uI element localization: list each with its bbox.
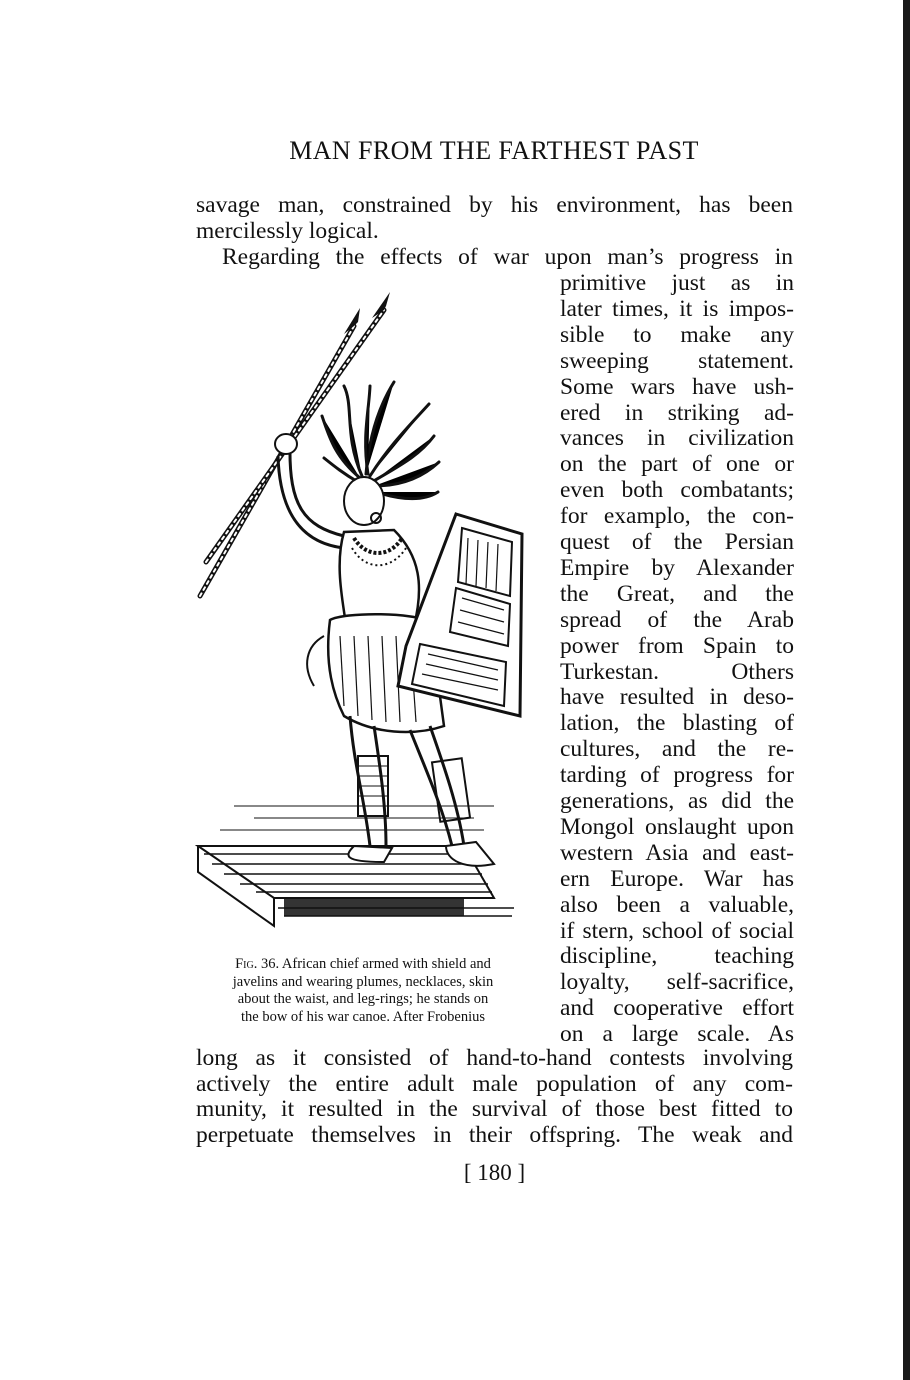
caption-line-1: African chief armed with shield and — [281, 956, 491, 972]
text-line: western Asia and east- — [560, 839, 794, 866]
figure-caption — [198, 956, 528, 1026]
african-chief-drawing — [194, 286, 530, 950]
text-line: on the part of one or — [560, 451, 794, 478]
text-line: ered in striking ad- — [560, 399, 794, 426]
text-line: if stern, school of social — [560, 917, 794, 944]
figure-illustration — [194, 286, 530, 950]
caption-line-4: the bow of his war canoe. After Frobenius — [240, 1008, 486, 1025]
text-line: ern Europe. War has — [560, 865, 794, 892]
running-head: MAN FROM THE FARTHEST PAST — [289, 136, 699, 165]
text-line: Regarding the effects of war upon man’s progress in — [222, 244, 793, 270]
text-line: generations, as did the — [560, 788, 794, 814]
text-line: discipline, teaching — [560, 943, 794, 970]
text-line: have resulted in deso- — [560, 684, 794, 711]
caption-line-2: javelins and wearing plumes, necklaces, skin — [232, 973, 494, 990]
text-line: the Great, and the — [560, 580, 794, 607]
page-edge — [903, 0, 910, 1380]
text-line: lation, the blasting of — [560, 710, 794, 737]
text-line: vances in civilization — [560, 425, 794, 452]
text-line: savage man, constrained by his environment, has been — [196, 192, 793, 218]
text-line: sible to make any — [560, 321, 794, 348]
text-line: actively the entire adult male population of any com- — [196, 1070, 793, 1097]
text-line: even both combatants; — [560, 477, 794, 504]
text-line: cultures, and the re- — [560, 736, 794, 763]
text-line: primitive just as in — [560, 270, 794, 296]
text-line: quest of the Persian — [560, 529, 794, 555]
text-line: perpetuate themselves in their offspring. The weak and — [196, 1122, 793, 1149]
text-line: mercilessly logical. — [196, 218, 379, 244]
text-line: later times, it is impos- — [560, 295, 794, 322]
text-line: spread of the Arab — [560, 606, 794, 633]
text-line: power from Spain to — [560, 632, 794, 659]
text-line: munity, it resulted in the survival of those best fitted to — [196, 1096, 793, 1123]
page-number: [ 180 ] — [463, 1160, 526, 1185]
text-line: Empire by Alexander — [560, 554, 794, 581]
text-line: on a large scale. As — [560, 1021, 794, 1048]
text-line: long as it consisted of hand-to-hand contests involving — [196, 1045, 793, 1071]
figure-label: Fig. 36. — [235, 956, 280, 972]
text-line: for examplo, the con- — [560, 503, 794, 530]
text-line: also been a valuable, — [560, 891, 794, 918]
text-line: tarding of progress for — [560, 762, 794, 789]
text-line: Some wars have ush- — [560, 373, 794, 400]
text-line: Turkestan. Others — [560, 658, 794, 685]
text-line: Mongol onslaught upon — [560, 813, 794, 840]
text-line: and cooperative effort — [560, 995, 794, 1022]
text-line: loyalty, self-sacrifice, — [560, 969, 794, 996]
caption-line-3: about the waist, and leg-rings; he stands on — [237, 991, 489, 1007]
text-line: sweeping statement. — [560, 347, 794, 374]
